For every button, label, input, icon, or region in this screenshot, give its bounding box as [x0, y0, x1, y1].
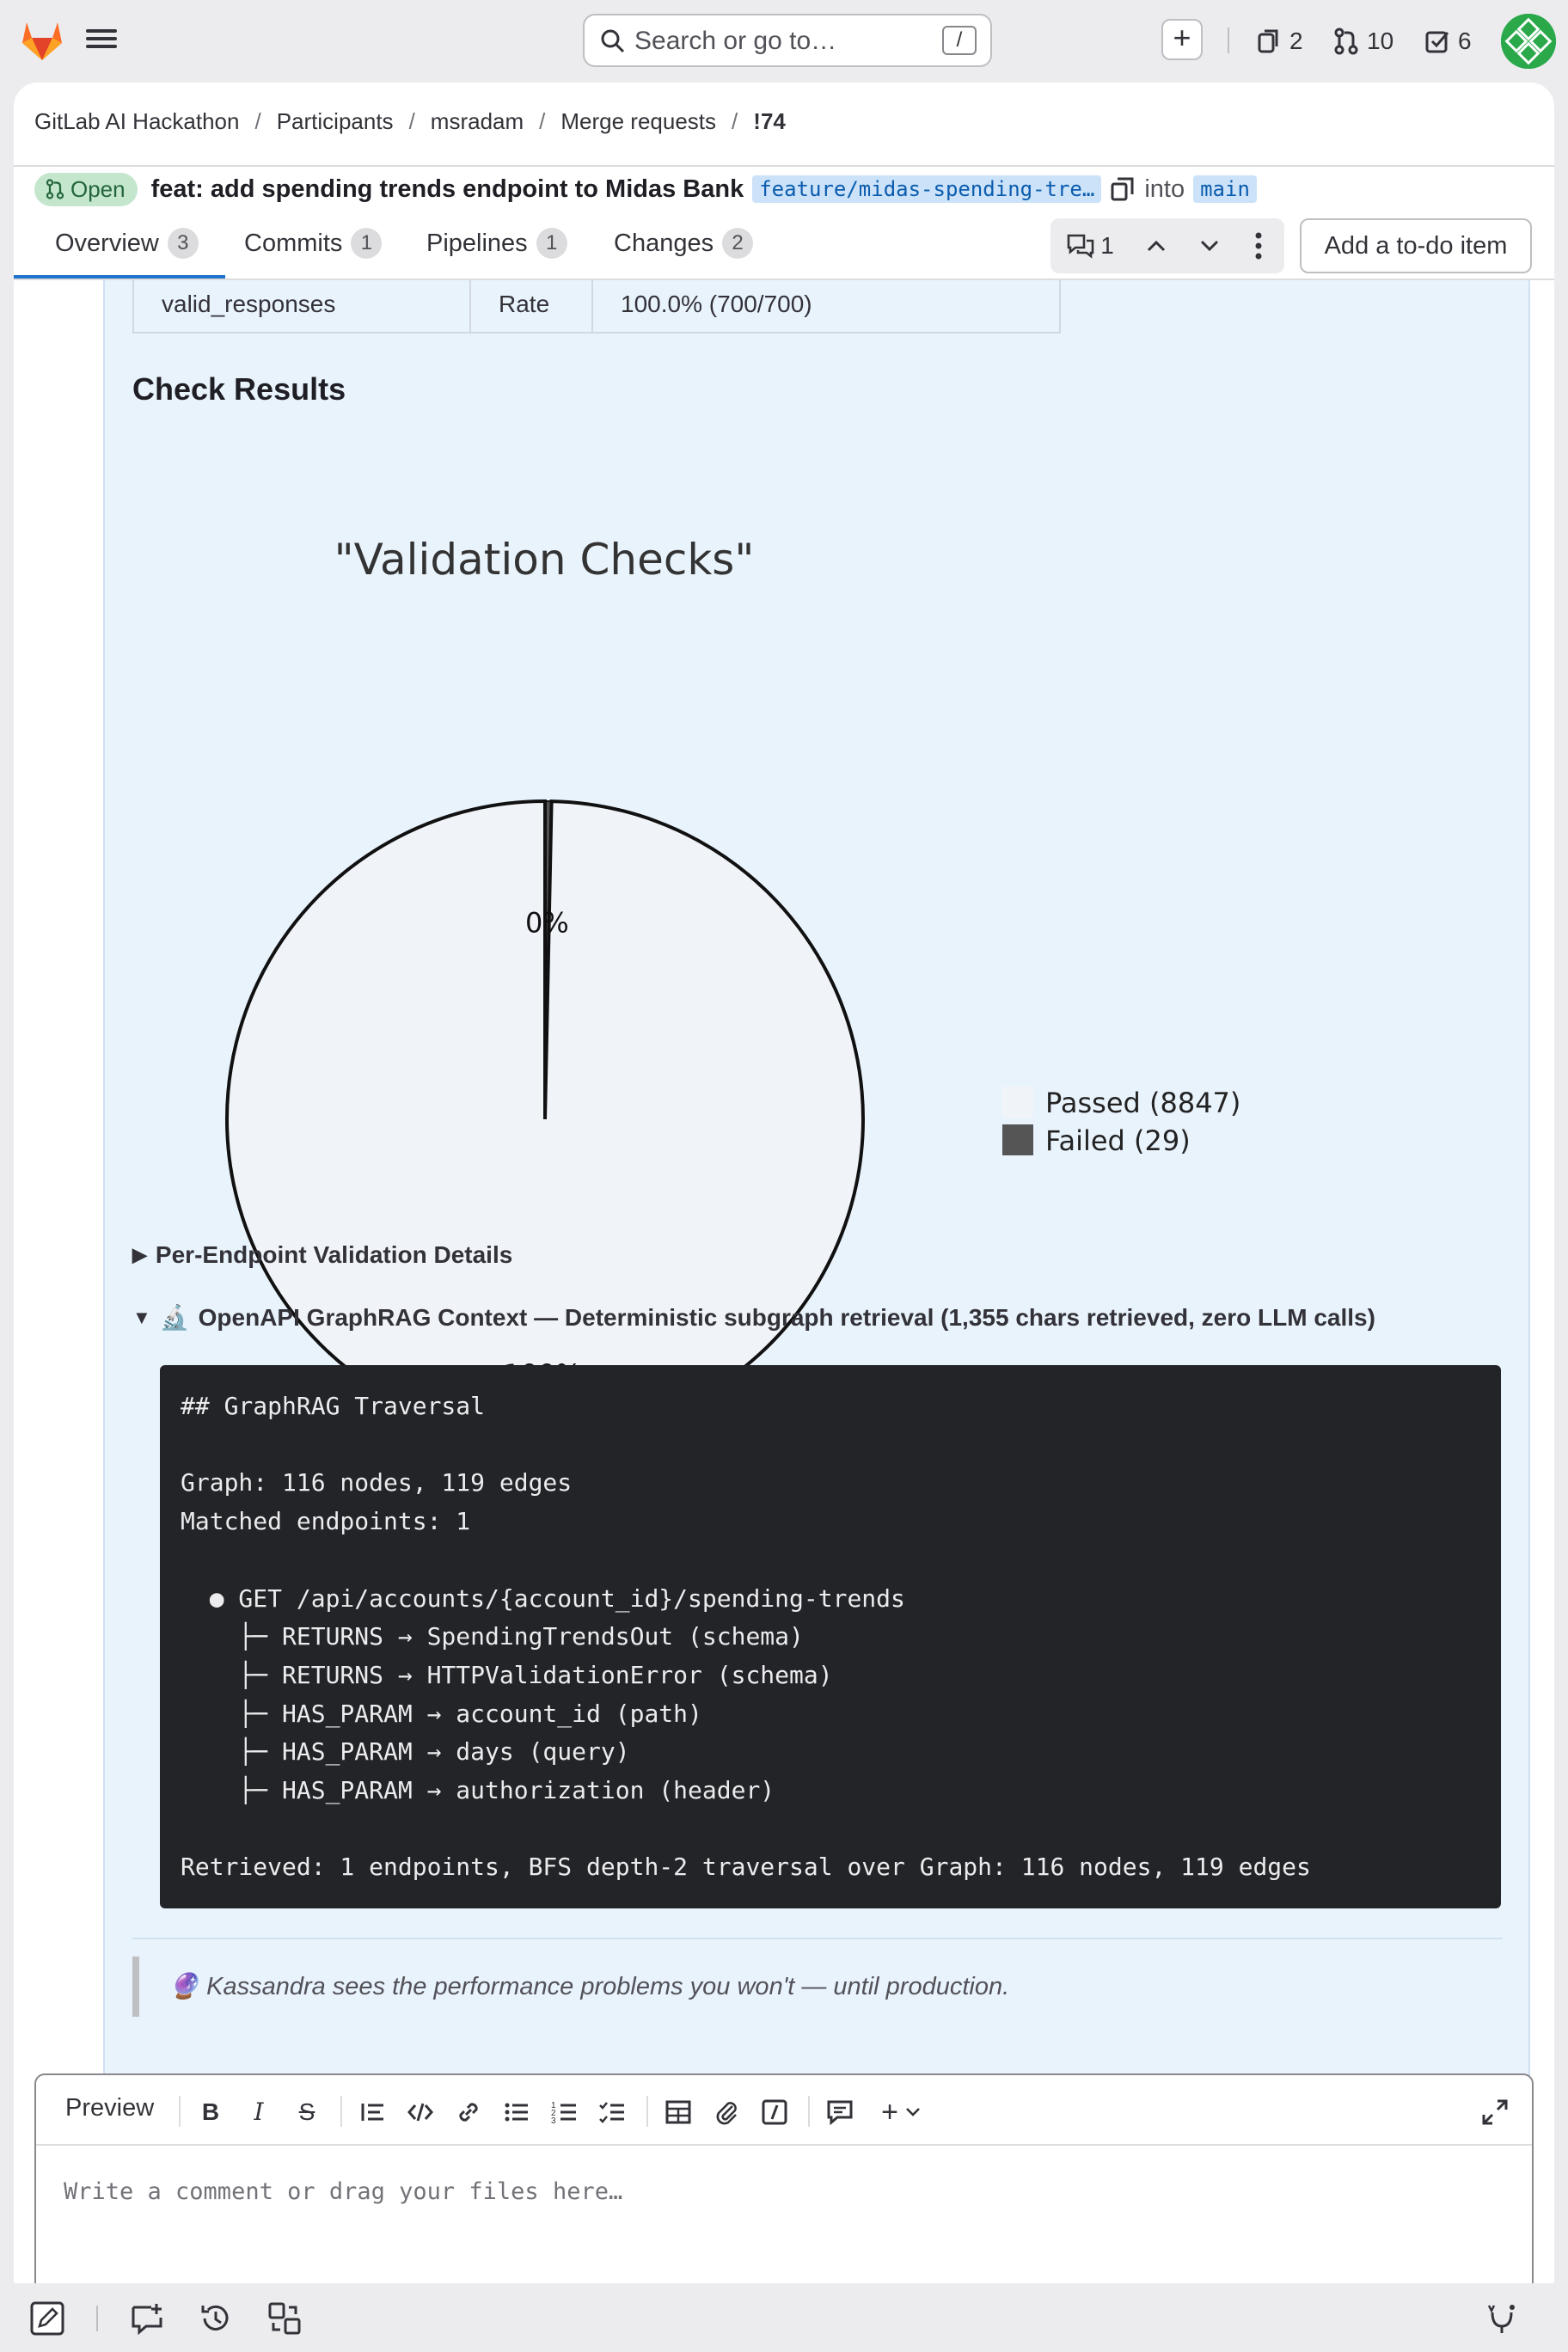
target-branch[interactable]: main: [1193, 175, 1257, 203]
breadcrumb-item[interactable]: Merge requests: [560, 108, 717, 134]
details-summary: Per-Endpoint Validation Details: [155, 1241, 513, 1268]
plus-icon[interactable]: +: [881, 2096, 898, 2128]
crystal-ball-icon: 🔮: [168, 1973, 200, 2000]
bullet-list-icon[interactable]: [502, 2098, 531, 2127]
search-shortcut-key: /: [942, 26, 977, 55]
code-line: Matched endpoints: 1: [181, 1507, 471, 1536]
gitlab-logo-icon[interactable]: [19, 17, 65, 64]
breadcrumb-separator: /: [732, 108, 738, 134]
issues-icon: [1255, 28, 1283, 55]
tab-label: Commits: [244, 229, 343, 257]
comments-icon: [1066, 233, 1095, 259]
numbered-list-icon[interactable]: [550, 2098, 579, 2127]
source-branch[interactable]: feature/midas-spending-tre…: [752, 175, 1101, 203]
create-new-button[interactable]: +: [1161, 19, 1203, 60]
compare-icon[interactable]: [266, 2300, 303, 2337]
tab-count: 1: [351, 228, 382, 259]
divider: [96, 2306, 98, 2331]
mr-title-row: [34, 172, 1257, 206]
caret-right-icon: ▶: [132, 1244, 147, 1265]
breadcrumb: [34, 108, 786, 135]
user-avatar[interactable]: [1501, 14, 1556, 69]
merge-requests-counter[interactable]: [1332, 24, 1393, 58]
tab-overview[interactable]: [55, 220, 199, 266]
caret-down-icon: ▼: [132, 1306, 151, 1328]
validation-pie-chart: [191, 512, 1241, 1217]
tab-commits[interactable]: [244, 220, 382, 266]
comment-body: [103, 280, 1530, 2127]
menu-icon[interactable]: [86, 26, 117, 57]
task-list-icon[interactable]: [598, 2098, 628, 2127]
next-thread-button[interactable]: [1183, 218, 1236, 273]
table-icon[interactable]: [664, 2098, 693, 2127]
bold-icon[interactable]: B: [201, 2098, 220, 2125]
code-line: ## GraphRAG Traversal: [181, 1392, 486, 1420]
toolbar-divider: [808, 2096, 810, 2127]
breadcrumb-separator: /: [408, 108, 415, 134]
per-endpoint-details-toggle[interactable]: [132, 1241, 512, 1269]
svg-text:3: 3: [551, 2116, 556, 2126]
breadcrumb-item[interactable]: msradam: [430, 108, 524, 134]
legend-label: Failed (29): [1045, 1124, 1191, 1157]
merge-request-open-icon: [45, 179, 65, 199]
kebab-menu-icon: [1254, 231, 1263, 260]
code-line: ├─ HAS_PARAM → days (query): [181, 1737, 630, 1767]
table-row: [132, 280, 1061, 334]
code-line: ● GET /api/accounts/{account_id}/spending-trends: [181, 1583, 905, 1613]
attachment-icon[interactable]: [712, 2098, 741, 2127]
chevron-down-icon: [1198, 235, 1221, 257]
status-badge: [34, 173, 138, 206]
code-line: ├─ RETURNS → HTTPValidationError (schema): [181, 1660, 833, 1689]
strikethrough-icon[interactable]: S: [298, 2098, 315, 2125]
chevron-down-icon[interactable]: [903, 2098, 923, 2127]
tab-label: Pipelines: [426, 229, 528, 257]
quote-text: Kassandra sees the performance problems you won't — until production.: [206, 1972, 1010, 2000]
preview-button[interactable]: Preview: [65, 2094, 155, 2122]
pie-slice-passed: [227, 801, 863, 1437]
breadcrumb-item[interactable]: GitLab AI Hackathon: [34, 108, 240, 134]
history-icon[interactable]: [198, 2300, 234, 2337]
edit-icon[interactable]: [29, 2300, 65, 2337]
header-divider: [14, 165, 1554, 167]
horizontal-rule: [132, 1938, 1503, 1939]
code-line: [181, 1541, 1480, 1580]
search-box[interactable]: [583, 14, 992, 67]
copy-icon[interactable]: [1110, 176, 1136, 202]
check-results-heading: Check Results: [132, 371, 346, 407]
legend-swatch: [1002, 1124, 1033, 1155]
pie-slice-label: 0%: [524, 906, 569, 940]
tab-count: 2: [722, 228, 753, 259]
table-cell-value: 100.0% (700/700): [621, 291, 812, 317]
microscope-icon: 🔬: [159, 1304, 190, 1331]
status-label: Open: [70, 175, 126, 202]
link-icon[interactable]: [454, 2098, 483, 2127]
code-line: ├─ HAS_PARAM → authorization (header): [181, 1776, 775, 1805]
svg-text:2: 2: [551, 2109, 556, 2118]
add-todo-button[interactable]: Add a to-do item: [1300, 218, 1532, 273]
editor-toolbar: [36, 2075, 1532, 2146]
divider: [1228, 28, 1229, 53]
previous-thread-button[interactable]: [1130, 218, 1183, 273]
toolbar-divider: [179, 2096, 181, 2127]
code-line: Graph: 116 nodes, 119 edges: [181, 1468, 573, 1498]
thread-navigation: [1050, 218, 1284, 273]
search-input[interactable]: [634, 26, 918, 57]
mr-title: feat: add spending trends endpoint to Midas Bank: [150, 175, 744, 203]
table-cell-metric: valid_responses: [134, 280, 471, 332]
more-actions-button[interactable]: [1236, 218, 1281, 273]
breadcrumb-separator: /: [254, 108, 261, 134]
breadcrumb-current[interactable]: !74: [753, 108, 786, 134]
code-line: ├─ RETURNS → SpendingTrendsOut (schema): [181, 1622, 804, 1651]
comment-textarea[interactable]: [64, 2178, 1439, 2205]
search-icon: [600, 28, 626, 54]
comment-template-icon[interactable]: [825, 2098, 854, 2127]
code-line: [181, 1426, 1480, 1465]
top-bar: [0, 0, 1568, 83]
bottom-toolbar: [0, 2283, 1568, 2352]
tab-count: 1: [536, 228, 567, 259]
duo-assistant-icon[interactable]: [1484, 2300, 1520, 2337]
code-block: [160, 1365, 1501, 1908]
blockquote-icon[interactable]: [358, 2098, 387, 2127]
details-summary: OpenAPI GraphRAG Context — Deterministic subgraph retrieval (1,355 chars retrieved, zero LLM calls): [198, 1303, 1375, 1331]
tab-label: Changes: [614, 229, 714, 257]
legend-swatch: [1002, 1087, 1033, 1118]
fullscreen-icon[interactable]: [1480, 2098, 1510, 2127]
main-panel: [14, 83, 1554, 2283]
new-comment-icon[interactable]: [129, 2300, 165, 2337]
merge-request-icon: [1332, 28, 1360, 55]
todo-check-icon: [1424, 28, 1451, 55]
blockquote: [132, 1957, 1009, 2017]
graphrag-context-toggle[interactable]: [132, 1303, 1375, 1332]
todos-counter[interactable]: [1424, 24, 1472, 58]
threads-button[interactable]: [1050, 218, 1130, 273]
into-label: into: [1144, 175, 1185, 203]
code-line: ├─ HAS_PARAM → account_id (path): [181, 1699, 702, 1728]
chevron-up-icon: [1145, 235, 1167, 257]
breadcrumb-item[interactable]: Participants: [276, 108, 394, 134]
table-cell-type: Rate: [471, 280, 593, 332]
legend-label: Passed (8847): [1045, 1087, 1241, 1119]
issues-counter[interactable]: [1255, 24, 1303, 58]
svg-text:1: 1: [551, 2101, 556, 2110]
code-line: [181, 1810, 1480, 1849]
breadcrumb-separator: /: [539, 108, 546, 134]
comment-editor: [34, 2073, 1534, 2314]
issues-count: 2: [1289, 28, 1303, 54]
tab-changes[interactable]: [614, 220, 753, 266]
toolbar-divider: [646, 2096, 648, 2127]
tab-pipelines[interactable]: [426, 220, 567, 266]
code-icon[interactable]: [406, 2098, 435, 2127]
italic-icon[interactable]: I: [254, 2098, 264, 2126]
chart-title: "Validation Checks": [334, 535, 755, 585]
merge-requests-count: 10: [1367, 28, 1394, 54]
thread-count: 1: [1100, 232, 1114, 259]
tab-label: Overview: [55, 229, 159, 257]
slash-command-icon[interactable]: [760, 2098, 789, 2127]
toolbar-divider: [340, 2096, 342, 2127]
tab-count: 3: [168, 228, 199, 259]
todos-count: 6: [1458, 28, 1472, 54]
code-line: Retrieved: 1 endpoints, BFS depth-2 traversal over Graph: 116 nodes, 119 edges: [181, 1853, 1311, 1882]
